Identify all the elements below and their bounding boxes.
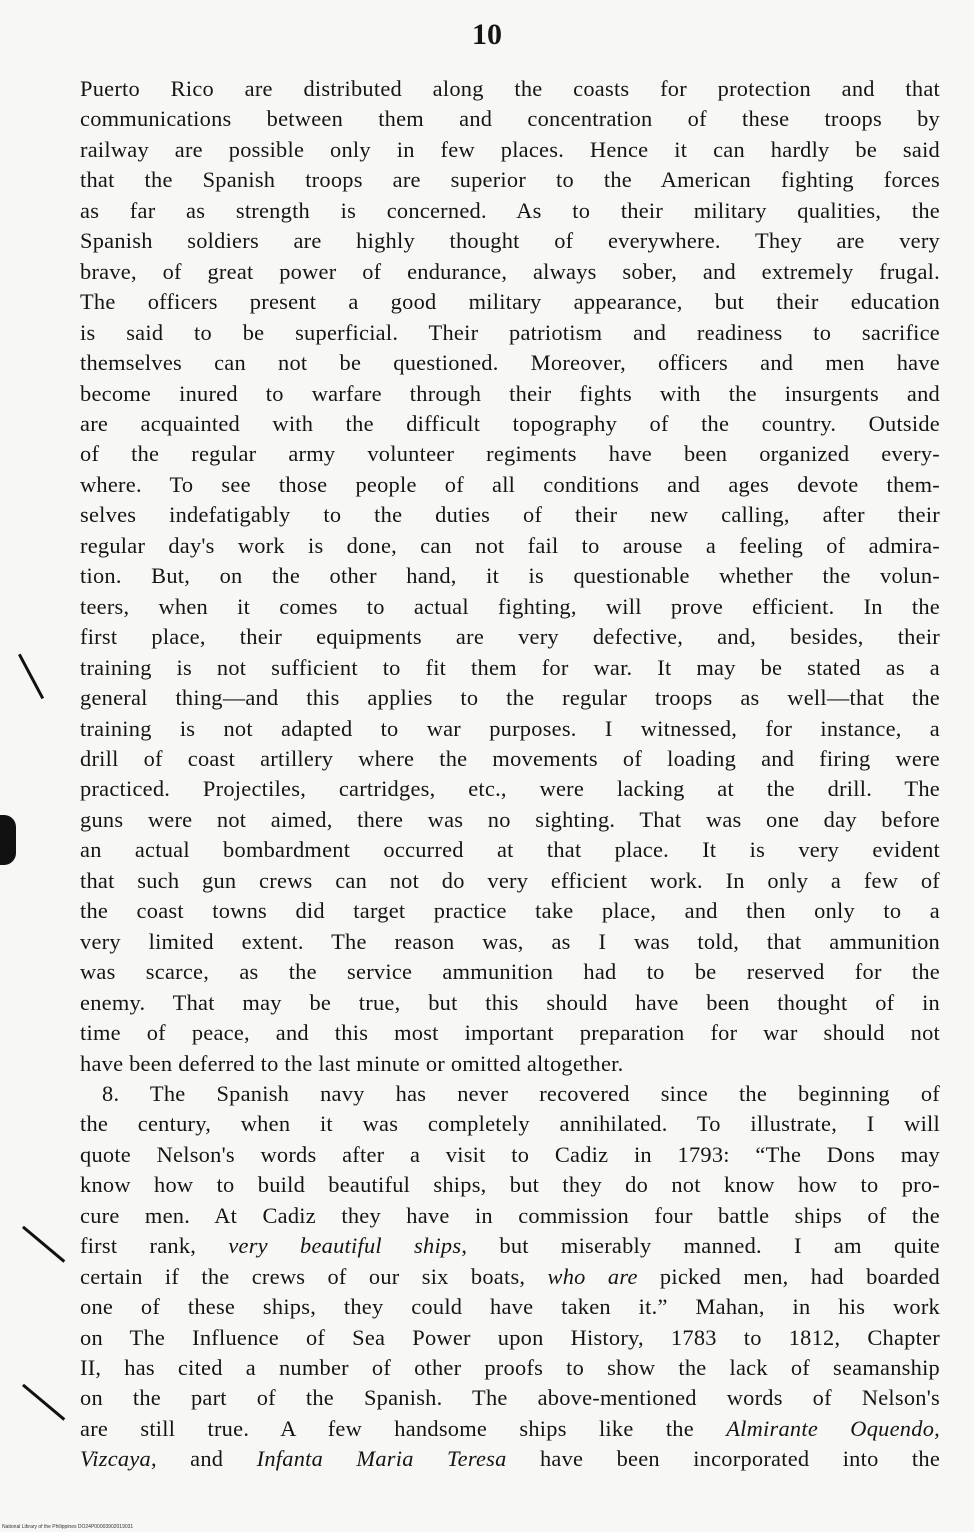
text-line: selves indefatigably to the duties of their new calling, after their bbox=[80, 502, 940, 528]
text-line: as far as strength is concerned. As to their military qualities, the bbox=[80, 197, 940, 223]
text-line: become inured to warfare through their fights with the insurgents and bbox=[80, 380, 940, 406]
text-line: where. To see those people of all conditions and ages devote them- bbox=[80, 471, 940, 497]
text-line: know how to build beautiful ships, but they do not know how to pro- bbox=[80, 1172, 940, 1198]
text-line: that the Spanish troops are superior to the American fighting forces bbox=[80, 167, 940, 193]
margin-blot bbox=[0, 815, 16, 865]
page-number: 10 bbox=[472, 18, 502, 51]
text-line: training is not adapted to war purposes. I witnessed, for instance, a bbox=[80, 715, 940, 741]
text-line: regular day's work is done, can not fail to arouse a feeling of admira- bbox=[80, 532, 940, 558]
text-line-vizcaya: Vizcaya, and Infanta Maria Teresa have been incorporated into the bbox=[80, 1446, 941, 1472]
text-line: drill of coast artillery where the movements of loading and firing were bbox=[80, 745, 940, 771]
archive-footer: National Library of the Philippines DO24P00003902019031 bbox=[2, 1524, 134, 1530]
body-text bbox=[80, 74, 940, 1475]
text-line: was scarce, as the service ammunition had to be reserved for the bbox=[80, 959, 940, 985]
text-line: that such gun crews can not do very efficient work. In only a few of bbox=[80, 867, 940, 893]
text-line: themselves can not be questioned. Moreover, officers and men have bbox=[80, 350, 940, 376]
margin-tick-mark bbox=[18, 654, 44, 700]
text-line: brave, of great power of endurance, always sober, and extremely frugal. bbox=[80, 258, 940, 284]
text-line: on the part of the Spanish. The above-mentioned words of Nelson's bbox=[80, 1385, 940, 1411]
text-line: Spanish soldiers are highly thought of everywhere. They are very bbox=[80, 228, 940, 254]
text-line: very limited extent. The reason was, as I was told, that ammunition bbox=[80, 928, 940, 954]
text-line: are acquainted with the difficult topography of the country. Outside bbox=[80, 410, 940, 436]
text-line: general thing—and this applies to the regular troops as well—that the bbox=[80, 685, 940, 711]
text-line: cure men. At Cadiz they have in commission four battle ships of the bbox=[80, 1202, 940, 1228]
text-line: the coast towns did target practice take place, and then only to a bbox=[80, 898, 940, 924]
text-line: teers, when it comes to actual fighting, will prove efficient. In the bbox=[80, 593, 940, 619]
text-line: one of these ships, they could have taken it.” Mahan, in his work bbox=[80, 1294, 940, 1320]
text-line: quote Nelson's words after a visit to Cadiz in 1793: “The Dons may bbox=[80, 1141, 940, 1167]
text-line-first-rank: first rank, very beautiful ships, but miserably manned. I am quite bbox=[80, 1233, 940, 1259]
text-line: communications between them and concentration of these troops by bbox=[80, 106, 940, 132]
text-line: railway are possible only in few places. Hence it can hardly be said bbox=[80, 136, 940, 162]
text-line: II, has cited a number of other proofs to show the lack of seamanship bbox=[80, 1355, 940, 1381]
text-line: the century, when it was completely annihilated. To illustrate, I will bbox=[80, 1111, 940, 1137]
paragraph-navy bbox=[80, 1079, 940, 1475]
text-line: Puerto Rico are distributed along the coasts for protection and that bbox=[80, 76, 940, 101]
text-line-handsome-ships: are still true. A few handsome ships like the Almirante Oquendo, bbox=[80, 1415, 940, 1441]
text-line: tion. But, on the other hand, it is questionable whether the volun- bbox=[80, 563, 940, 589]
text-line-crews: certain if the crews of our six boats, who are picked men, had boarded bbox=[80, 1263, 940, 1289]
text-line: time of peace, and this most important preparation for war should not bbox=[80, 1020, 940, 1046]
text-line: on The Influence of Sea Power upon History, 1783 to 1812, Chapter bbox=[80, 1324, 940, 1350]
text-line: practiced. Projectiles, cartridges, etc., were lacking at the drill. The bbox=[80, 776, 940, 802]
text-line: 8. The Spanish navy has never recovered since the beginning of bbox=[102, 1080, 940, 1106]
paragraph-army bbox=[80, 74, 940, 1079]
text-line: an actual bombardment occurred at that place. It is very evident bbox=[80, 837, 940, 863]
text-line: guns were not aimed, there was no sighting. That was one day before bbox=[80, 806, 940, 832]
text-line: training is not sufficient to fit them for war. It may be stated as a bbox=[80, 654, 940, 680]
text-line: enemy. That may be true, but this should have been thought of in bbox=[80, 989, 940, 1015]
margin-tick-mark bbox=[22, 1384, 65, 1421]
text-line: is said to be superficial. Their patriotism and readiness to sacrifice bbox=[80, 319, 940, 345]
text-line: have been deferred to the last minute or omitted altogether. bbox=[80, 1050, 624, 1076]
margin-tick-mark bbox=[22, 1226, 65, 1263]
text-line: The officers present a good military appearance, but their education bbox=[80, 289, 940, 315]
text-line: of the regular army volunteer regiments have been organized every- bbox=[80, 441, 940, 467]
text-line: first place, their equipments are very defective, and, besides, their bbox=[80, 624, 940, 650]
